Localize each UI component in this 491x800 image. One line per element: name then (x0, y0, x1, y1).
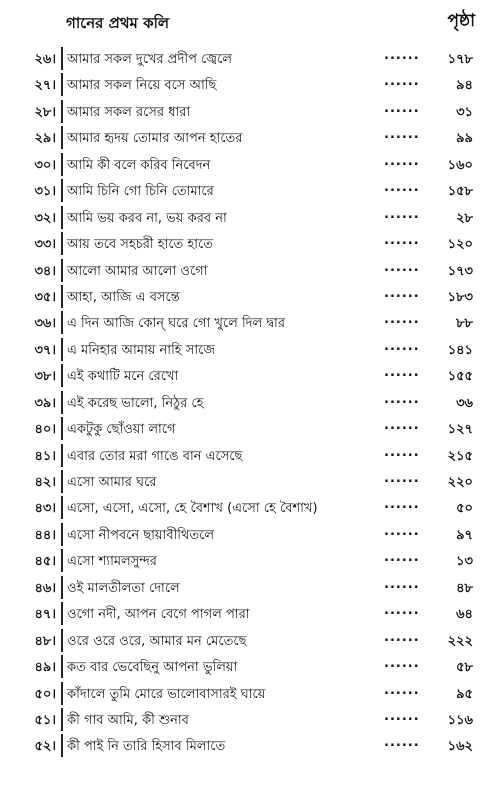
dot-leader: ...... (384, 629, 420, 645)
vertical-rule (61, 496, 63, 519)
entry-number: ২৭। (34, 78, 56, 94)
entry-title: এসো শ্যামলসুন্দর (67, 554, 157, 570)
dot-leader: ...... (384, 444, 420, 460)
dot-leader: ...... (384, 708, 420, 724)
entry-title: এবার তোর মরা গাঙে বান এসেছে (67, 448, 243, 464)
dot-leader: ...... (384, 74, 420, 90)
vertical-rule (61, 470, 63, 493)
dot-leader: ...... (384, 312, 420, 328)
vertical-rule (61, 391, 63, 414)
entry-page-number: ৬৪ (456, 607, 473, 623)
entry-page-number: ১২০ (447, 237, 473, 253)
entry-title: এসো, এসো, এসো, হে বৈশাখ (এসো হে বৈশাখ) (67, 501, 318, 517)
vertical-rule (61, 682, 63, 705)
vertical-rule (61, 126, 63, 149)
dot-leader: ...... (384, 365, 420, 381)
entry-number: ৪৭। (34, 607, 56, 623)
dot-leader: ...... (384, 285, 420, 301)
dot-leader: ...... (384, 497, 420, 513)
entry-title: আমি চিনি গো চিনি তোমারে (67, 184, 214, 200)
entry-title: আহা, আজি এ বসন্তে (67, 289, 180, 305)
entry-page-number: ৯৪ (456, 78, 473, 94)
toc-header (0, 8, 491, 38)
vertical-rule (61, 206, 63, 229)
entry-number: ৩১। (34, 184, 56, 200)
toc-entry (0, 707, 491, 733)
vertical-rule (61, 179, 63, 202)
entry-number: ৪৫। (34, 554, 56, 570)
vertical-rule (61, 576, 63, 599)
vertical-rule (61, 311, 63, 334)
toc-entry (0, 443, 491, 469)
entry-title: এই কথাটি মনে রেখো (67, 369, 179, 385)
entry-number: ৪২। (34, 475, 56, 490)
toc-entry (0, 258, 491, 284)
toc-entry (0, 205, 491, 231)
entry-number: ৫২। (34, 739, 56, 755)
entry-page-number: ২১৫ (447, 448, 473, 464)
vertical-rule (61, 153, 63, 176)
vertical-rule (61, 734, 63, 757)
entry-title: এসো আমার ঘরে (67, 475, 157, 490)
entry-page-number: ১৫৫ (447, 369, 473, 385)
vertical-rule (61, 100, 63, 123)
dot-leader: ...... (384, 471, 420, 486)
dot-leader: ...... (384, 523, 420, 539)
entry-title: একটুকু ছোঁওয়া লাগে (67, 422, 176, 438)
toc-entry (0, 231, 491, 257)
entry-page-number: ৮৮ (456, 316, 473, 332)
vertical-rule (61, 364, 63, 387)
toc-entry (0, 125, 491, 151)
entry-number: ৩৭। (34, 342, 56, 358)
dot-leader: ...... (384, 338, 420, 354)
entry-page-number: ১২৭ (447, 422, 473, 438)
toc-entry (0, 601, 491, 627)
vertical-rule (61, 655, 63, 678)
dot-leader: ...... (384, 48, 420, 63)
entry-title: আলো আমার আলো ওগো (67, 263, 208, 279)
entry-title: ওই মালতীলতা দোলে (67, 580, 180, 596)
entry-number: ৩৮। (34, 369, 56, 385)
entry-title: আমার সকল নিয়ে বসে আছি (67, 78, 217, 94)
toc-entry (0, 99, 491, 125)
entry-page-number: ৩১ (456, 104, 473, 120)
toc-entry (0, 337, 491, 363)
entry-page-number: ২৮ (456, 210, 473, 226)
dot-leader: ...... (384, 180, 420, 196)
column-heading-page: পৃষ্ঠা (447, 11, 475, 31)
entry-page-number: ১১৬ (447, 712, 473, 728)
entry-number: ৫০। (34, 686, 56, 702)
entry-page-number: ২২২ (447, 633, 473, 649)
vertical-rule (61, 73, 63, 96)
entry-page-number: ১৬০ (447, 157, 473, 173)
entry-page-number: ১৭৩ (447, 263, 473, 279)
vertical-rule (61, 338, 63, 361)
dot-leader: ...... (384, 550, 420, 566)
entry-number: ৩৩। (34, 237, 56, 253)
entry-number: ৩৬। (34, 316, 56, 332)
entry-title: কী গাব আমি, কী শুনাব (67, 712, 189, 728)
entry-number: ২৬। (34, 52, 56, 67)
entry-title: কী পাই নি তারি হিসাব মিলাতে (67, 739, 226, 755)
entry-title: কত বার ভেবেছিনু আপনা ভুলিয়া (67, 660, 238, 676)
entry-title: আমার সকল দুখের প্রদীপ জ্বেলে (67, 52, 232, 67)
entry-page-number: ৪৮ (456, 580, 473, 596)
vertical-rule (61, 602, 63, 625)
dot-leader: ...... (384, 735, 420, 751)
entry-title: আমার হৃদয় তোমার আপন হাতের (67, 131, 243, 147)
entry-number: ৩৯। (34, 395, 56, 411)
toc-entry (0, 72, 491, 98)
dot-leader: ...... (384, 603, 420, 619)
entry-number: ৪৩। (34, 501, 56, 517)
entry-number: ৩৪। (34, 263, 56, 279)
toc-entry (0, 575, 491, 601)
dot-leader: ...... (384, 391, 420, 407)
toc-entry (0, 628, 491, 654)
vertical-rule (61, 259, 63, 282)
dot-leader: ...... (384, 656, 420, 672)
dot-leader: ...... (384, 127, 420, 143)
entry-title: আমি কী বলে করিব নিবেদন (67, 157, 211, 173)
dot-leader: ...... (384, 576, 420, 592)
entry-number: ৪৯। (34, 660, 56, 676)
entry-title: আমার সকল রসের ধারা (67, 104, 191, 120)
toc-entry (0, 363, 491, 389)
entry-number: ৪৮। (34, 633, 56, 649)
entry-number: ৩৫। (34, 289, 56, 305)
entry-title: এসো নীপবনে ছায়াবীথিতলে (67, 527, 215, 543)
entry-number: ৩০। (34, 157, 56, 173)
toc-entry (0, 152, 491, 178)
vertical-rule (61, 232, 63, 255)
entry-title: ওগো নদী, আপন বেগে পাগল পারা (67, 607, 250, 623)
entry-title: আয় তবে সহচরী হাতে হাতে (67, 237, 214, 253)
entry-page-number: ১৬২ (447, 739, 473, 755)
vertical-rule (61, 629, 63, 652)
entry-page-number: ১৮৩ (447, 289, 473, 305)
column-heading-first-line: গানের প্রথম কলি (66, 14, 170, 32)
entry-page-number: ৫৮ (456, 660, 473, 676)
toc-entry (0, 390, 491, 416)
toc-entry (0, 654, 491, 680)
dot-leader: ...... (384, 682, 420, 698)
entry-page-number: ৩৬ (456, 395, 473, 411)
entry-number: ৪০। (34, 422, 56, 438)
entry-number: ৪৪। (34, 527, 56, 543)
toc-entry (0, 416, 491, 442)
entry-number: ২৯। (34, 131, 56, 147)
dot-leader: ...... (384, 153, 420, 169)
toc-entry (0, 469, 491, 495)
vertical-rule (61, 444, 63, 467)
toc-entry (0, 178, 491, 204)
dot-leader: ...... (384, 259, 420, 275)
toc-entry (0, 733, 491, 759)
toc-entry (0, 310, 491, 336)
entry-number: ৫১। (34, 712, 56, 728)
vertical-rule (61, 285, 63, 308)
entry-page-number: ৯৯ (456, 131, 473, 147)
entry-title: ওরে ওরে ওরে, আমার মন মেতেছে (67, 633, 247, 649)
entry-page-number: ১৪১ (447, 342, 473, 358)
vertical-rule (61, 549, 63, 572)
dot-leader: ...... (384, 100, 420, 116)
entry-number: ৩২। (34, 210, 56, 226)
dot-leader: ...... (384, 418, 420, 434)
entry-page-number: ১৩ (456, 554, 473, 570)
toc-entry (0, 681, 491, 707)
toc-entry (0, 548, 491, 574)
entry-title: এ দিন আজি কোন্ ঘরে গো খুলে দিল দ্বার (67, 316, 285, 332)
entry-page-number: ৫০ (456, 501, 473, 517)
entry-page-number: ১৭৮ (447, 52, 473, 67)
entry-title: এই করেছ ভালো, নিঠুর হে (67, 395, 204, 411)
vertical-rule (61, 417, 63, 440)
entry-title: কাঁদালে তুমি মোরে ভালোবাসারই ঘায়ে (67, 686, 266, 702)
entry-number: ৪১। (34, 448, 56, 464)
toc-entry (0, 284, 491, 310)
dot-leader: ...... (384, 233, 420, 249)
toc-entry (0, 522, 491, 548)
entry-number: ২৮। (34, 104, 56, 120)
vertical-rule (61, 708, 63, 731)
entry-page-number: ৯৫ (456, 686, 473, 702)
entry-page-number: ২২০ (447, 475, 473, 490)
toc-list (0, 46, 491, 760)
vertical-rule (61, 47, 63, 70)
entry-page-number: ৯৭ (456, 527, 473, 543)
entry-title: আমি ভয় করব না, ভয় করব না (67, 210, 227, 226)
toc-entry (0, 46, 491, 72)
entry-number: ৪৬। (34, 580, 56, 596)
entry-page-number: ১৫৮ (447, 184, 473, 200)
vertical-rule (61, 523, 63, 546)
toc-entry (0, 495, 491, 521)
entry-title: এ মনিহার আমায় নাহি সাজে (67, 342, 215, 358)
dot-leader: ...... (384, 206, 420, 222)
